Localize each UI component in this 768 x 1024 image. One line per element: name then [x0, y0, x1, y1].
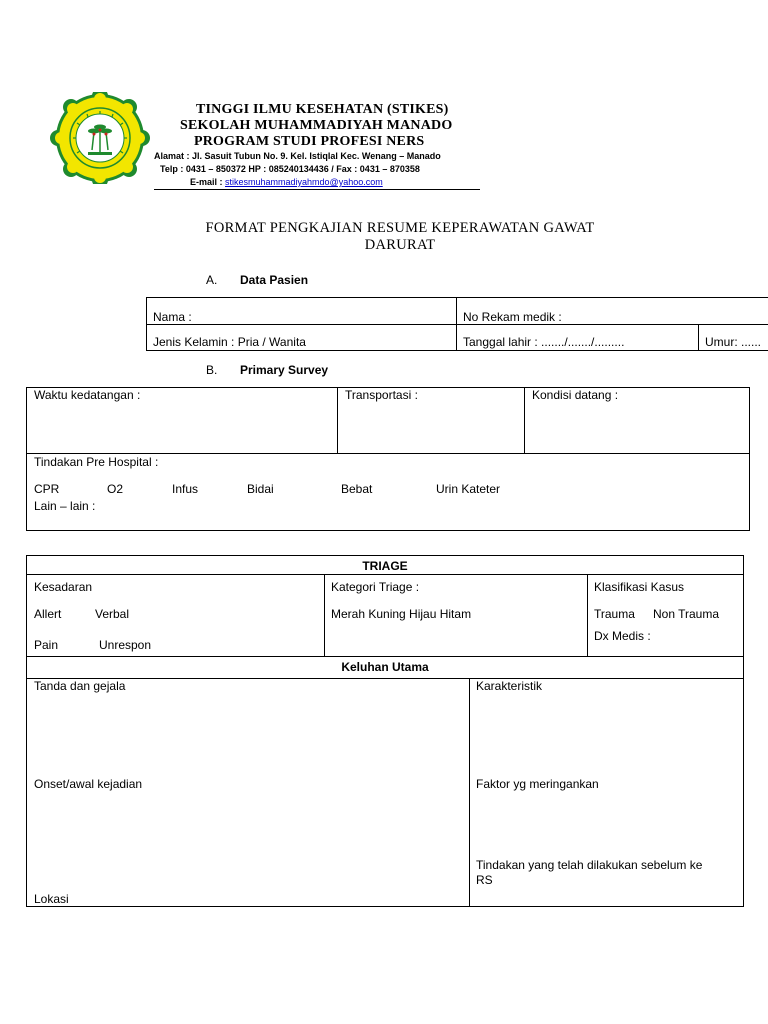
- telephone-line: Telp : 0431 – 850372 HP : 085240134436 / Fax : 0431 – 870358: [160, 164, 420, 174]
- institution-name-line1: TINGGI ILMU KESEHATAN (STIKES): [196, 102, 449, 117]
- data-pasien-col-divider: [456, 297, 457, 351]
- transportasi-field[interactable]: Transportasi :: [345, 388, 418, 402]
- option-infus[interactable]: Infus: [172, 482, 199, 496]
- primary-col-divider-2: [524, 387, 525, 453]
- tindakan-sebelum-rs-line2[interactable]: RS: [476, 873, 493, 887]
- option-pain[interactable]: Pain: [34, 638, 59, 652]
- keluhan-utama-heading: Keluhan Utama: [341, 660, 429, 674]
- kesadaran-label: Kesadaran: [34, 580, 93, 594]
- triage-col-divider-1: [324, 574, 325, 656]
- no-rekam-medik-field[interactable]: No Rekam medik :: [463, 310, 562, 324]
- option-bidai[interactable]: Bidai: [247, 482, 274, 496]
- program-name: PROGRAM STUDI PROFESI NERS: [194, 134, 425, 149]
- onset-kejadian-field[interactable]: Onset/awal kejadian: [34, 777, 143, 791]
- option-verbal[interactable]: Verbal: [95, 607, 130, 621]
- form-title-line2: DARURAT: [364, 237, 436, 253]
- email-link[interactable]: stikesmuhammadiyahmdo@yahoo.com: [225, 177, 383, 187]
- waktu-kedatangan-field[interactable]: Waktu kedatangan :: [34, 388, 141, 402]
- form-title-line1: FORMAT PENGKAJIAN RESUME KEPERAWATAN GAWAT: [205, 220, 595, 236]
- option-non-trauma[interactable]: Non Trauma: [653, 607, 720, 621]
- header-underline: [154, 189, 480, 190]
- address-line: Alamat : Jl. Sasuit Tubun No. 9. Kel. Istiqlal Kec. Wenang – Manado: [154, 151, 441, 161]
- tanggal-lahir-field[interactable]: Tanggal lahir : ......./......./.........: [463, 335, 625, 349]
- kategori-triage-label: Kategori Triage :: [331, 580, 420, 594]
- section-a-letter: A.: [206, 273, 218, 287]
- section-a-label: Data Pasien: [240, 273, 309, 287]
- kategori-triage-options[interactable]: Merah Kuning Hijau Hitam: [331, 607, 472, 621]
- umur-field[interactable]: Umur: ......: [705, 335, 762, 349]
- tindakan-sebelum-rs-line1[interactable]: Tindakan yang telah dilakukan sebelum ke: [476, 858, 703, 872]
- faktor-meringankan-field[interactable]: Faktor yg meringankan: [476, 777, 599, 791]
- section-b-label: Primary Survey: [240, 363, 329, 377]
- data-pasien-row-divider: [146, 324, 768, 325]
- keluhan-heading-divider: [26, 678, 744, 679]
- tanda-gejala-field[interactable]: Tanda dan gejala: [34, 679, 126, 693]
- tindakan-pre-hospital-label: Tindakan Pre Hospital :: [34, 455, 159, 469]
- triage-row-divider: [26, 656, 744, 657]
- email-label: E-mail :: [190, 177, 226, 187]
- kondisi-datang-field[interactable]: Kondisi datang :: [532, 388, 619, 402]
- email-line: [190, 177, 383, 187]
- option-trauma[interactable]: Trauma: [594, 607, 635, 621]
- institution-name-line2: SEKOLAH MUHAMMADIYAH MANADO: [180, 118, 453, 133]
- nama-field[interactable]: Nama :: [153, 310, 192, 324]
- primary-col-divider-1: [337, 387, 338, 453]
- triage-heading-divider: [26, 574, 744, 575]
- option-o2[interactable]: O2: [107, 482, 124, 496]
- lokasi-field[interactable]: Lokasi: [34, 892, 69, 906]
- institution-logo: [50, 92, 150, 184]
- option-urin-kateter[interactable]: Urin Kateter: [436, 482, 501, 496]
- dx-medis-field[interactable]: Dx Medis :: [594, 629, 651, 643]
- keluhan-col-divider: [469, 678, 470, 907]
- option-bebat[interactable]: Bebat: [341, 482, 373, 496]
- primary-row-divider: [26, 453, 750, 454]
- option-allert[interactable]: Allert: [34, 607, 62, 621]
- triage-col-divider-2: [587, 574, 588, 656]
- section-b-letter: B.: [206, 363, 218, 377]
- data-pasien-umur-divider: [698, 324, 699, 351]
- jenis-kelamin-field[interactable]: Jenis Kelamin : Pria / Wanita: [153, 335, 306, 349]
- option-unrespon[interactable]: Unrespon: [99, 638, 152, 652]
- option-cpr[interactable]: CPR: [34, 482, 60, 496]
- lain-lain-field[interactable]: Lain – lain :: [34, 499, 96, 513]
- triage-heading: TRIAGE: [362, 559, 408, 573]
- klasifikasi-kasus-label: Klasifikasi Kasus: [594, 580, 685, 594]
- karakteristik-field[interactable]: Karakteristik: [476, 679, 543, 693]
